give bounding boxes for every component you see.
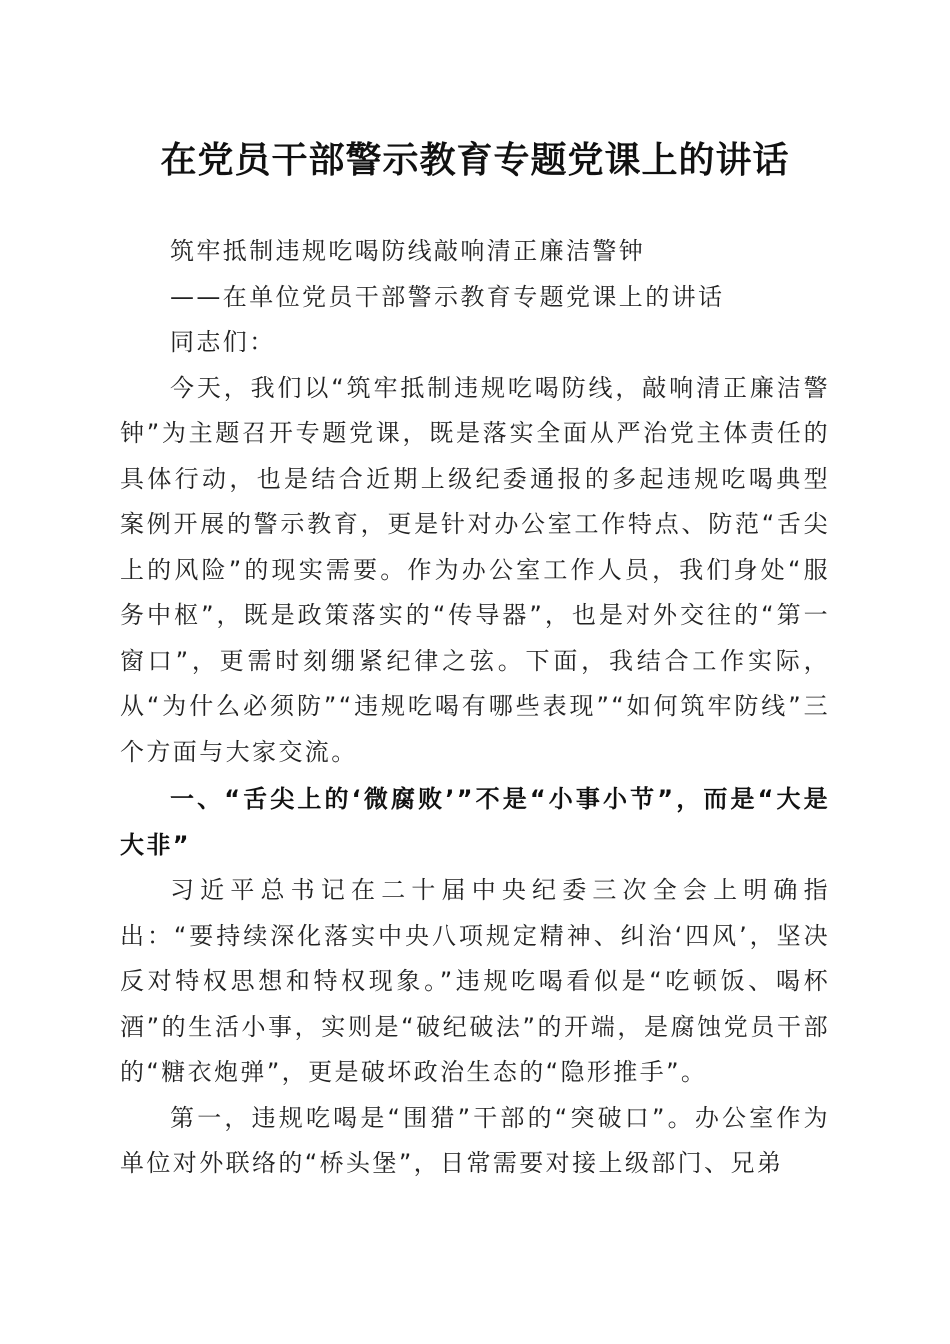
body-paragraph: 第一，违规吃喝是“围猎”干部的“突破口”。办公室作为单位对外联络的“桥头堡”，日常需要对接上级部门、兄弟 [120,1103,830,1177]
document-body [120,229,830,1187]
intro-paragraph: 今天，我们以“筑牢抵制违规吃喝防线，敲响清正廉洁警钟”为主题召开专题党课，既是落实全面从严治党主体责任的具体行动，也是结合近期上级纪委通报的多起违规吃喝典型案例开展的警示教育，更是针对办公室工作特点、防范“舌尖上的风险”的现实需要。作为办公室工作人员，我们身处“服务中枢”，既是政策落实的“传导器”，也是对外交往的“第一窗口”，更需时刻绷紧纪律之弦。下面，我结合工作实际，从“为什么必须防”“违规吃喝有哪些表现”“如何筑牢防线”三个方面与大家交流。 [120,373,830,766]
section-heading-1: 一、“舌尖上的‘微腐败’”不是“小事小节”，而是“大是大非” [120,785,830,859]
body-paragraph: 习近平总书记在二十届中央纪委三次全会上明确指出：“要持续深化落实中央八项规定精神、纠治‘四风’，坚决反对特权思想和特权现象。”违规吃喝看似是“吃顿饭、喝杯酒”的生活小事，实则是“破纪破法”的开端，是腐蚀党员干部的“糖衣炮弹”，更是破坏政治生态的“隐形推手”。 [120,876,830,1086]
document-title: 在党员干部警示教育专题党课上的讲话 [160,139,790,181]
salutation-line: 同志们： [170,328,276,356]
subtitle-line: 筑牢抵制违规吃喝防线敲响清正廉洁警钟 [170,237,646,265]
subtitle-note-line: ——在单位党员干部警示教育专题党课上的讲话 [170,282,725,311]
